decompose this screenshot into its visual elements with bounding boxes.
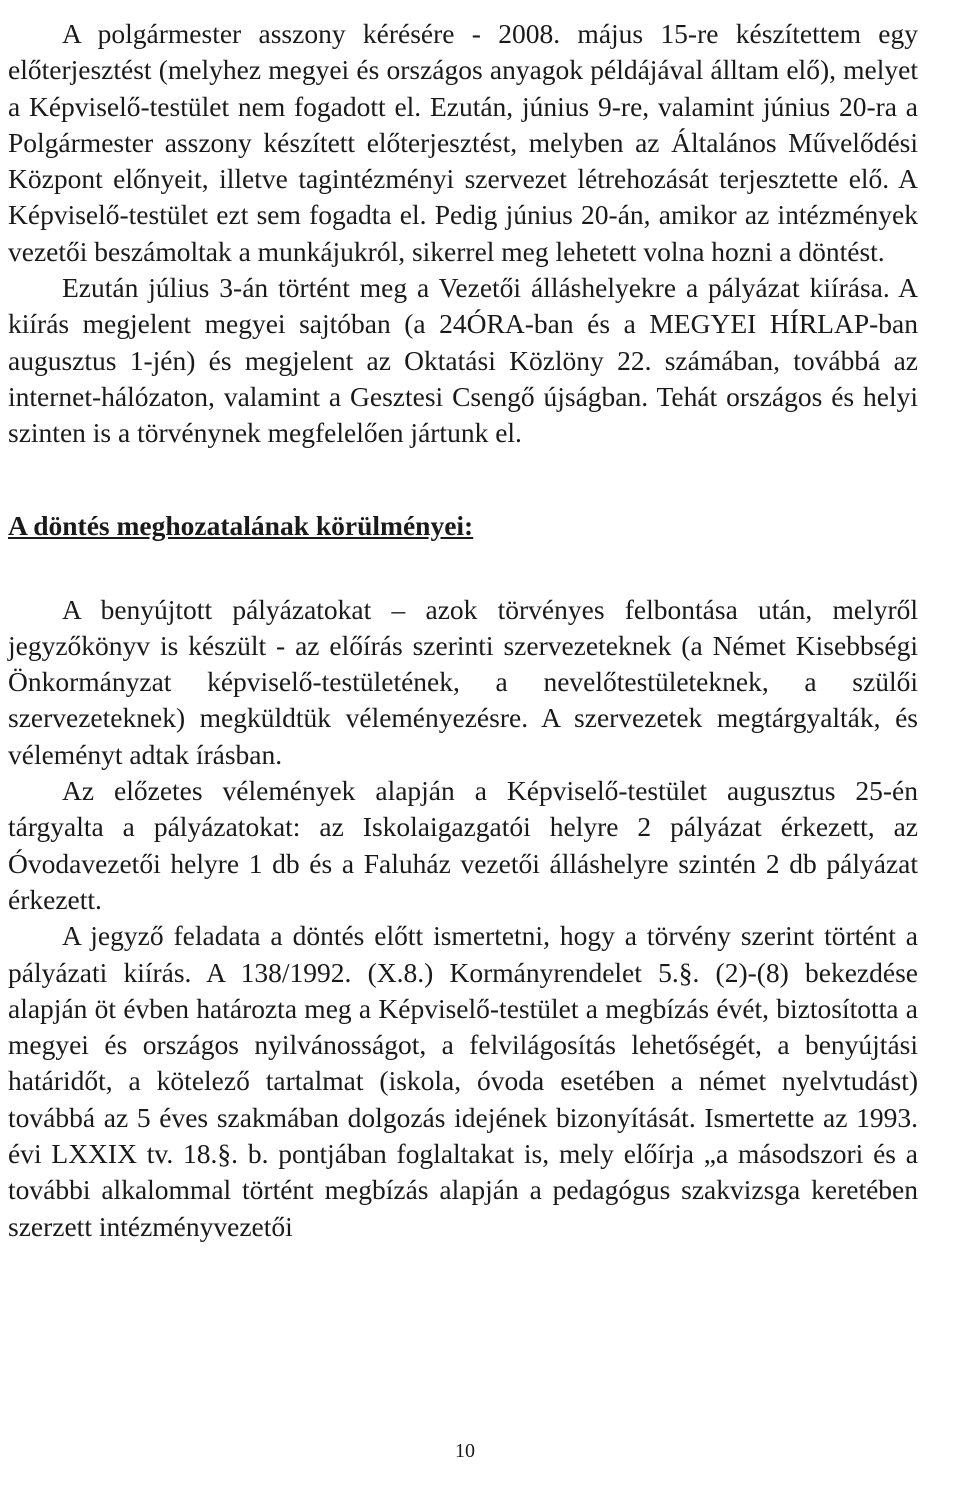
paragraph-council-meeting: Az előzetes vélemények alapján a Képviselő-testület augusztus 25-én tárgyalta a pályázatokat: az Iskolaigazgatói helyre 2 pályázat érkezett, az Óvodavezetői helyre 1 db és a Faluház vezetői álláshelyre szintén 2 db pályázat érkezett. bbox=[8, 775, 918, 915]
paragraph-notary-duty: A jegyző feladata a döntés előtt ismertetni, hogy a törvény szerint történt a pályázati kiírás. A 138/1992. (X.8.) Kormányrendelet 5.§. (2)-(8) bekezdése alapján öt évben határozta meg a Képviselő-testület a megbízás évét, biztosította a megyei és országos nyilvánosságot, a felvilágosítás lehetőségét, a benyújtási határidőt, a kötelező tartalmat (iskola, óvoda esetében a német nyelvtudást) továbbá az 5 éves szakmában dolgozás idejének bizonyítását. Ismertette az 1993. évi LXXIX tv. 18.§. b. pontjában foglaltakat is, mely előírja „a másodszori és a további alkalommal történt megbízás alapján a pedagógus szakvizsga keretében szerzett intézményvezetői bbox=[8, 920, 918, 1242]
section-heading: A döntés meghozatalának körülményei: bbox=[8, 509, 474, 541]
document-page bbox=[8, 16, 918, 1245]
paragraph-proposal-history: A polgármester asszony kérésére - 2008. május 15-re készítettem egy előterjesztést (melyhez megyei és országos anyagok példájával álltam elő), melyet a Képviselő-testület nem fogadott el. Ezután, június 9-re, valamint június 20-ra a Polgármester asszony készített előterjesztést, melyben az Általános Művelődési Központ előnyeit, illetve tagintézményi szervezet létrehozását terjesztette elő. A Képviselő-testület ezt sem fogadta el. Pedig június 20-án, amikor az intézmények vezetői beszámoltak a munkájukról, sikerrel meg lehetett volna hozni a döntést. bbox=[8, 18, 918, 267]
paragraph-job-posting: Ezután július 3-án történt meg a Vezetői álláshelyekre a pályázat kiírása. A kiírás megjelent megyei sajtóban (a 24ÓRA-ban és a MEGYEI HÍRLAP-ban augusztus 1-jén) és megjelent az Oktatási Közlöny 22. számában, továbbá az internet-hálózaton, valamint a Gesztesi Csengő újságban. Tehát országos és helyi szinten is a törvénynek megfelelően jártunk el. bbox=[8, 272, 918, 449]
page-number: 10 bbox=[455, 1440, 475, 1462]
paragraph-applications-review: A benyújtott pályázatokat – azok törvényes felbontása után, melyről jegyzőkönyv is készült - az előírás szerinti szervezeteknek (a Német Kisebbségi Önkormányzat képviselő-testületének, a nevelőtestületeknek, a szülői szervezeteknek) megküldtük véleményezésre. A szervezetek megtárgyalták, és véleményt adtak írásban. bbox=[8, 593, 918, 770]
